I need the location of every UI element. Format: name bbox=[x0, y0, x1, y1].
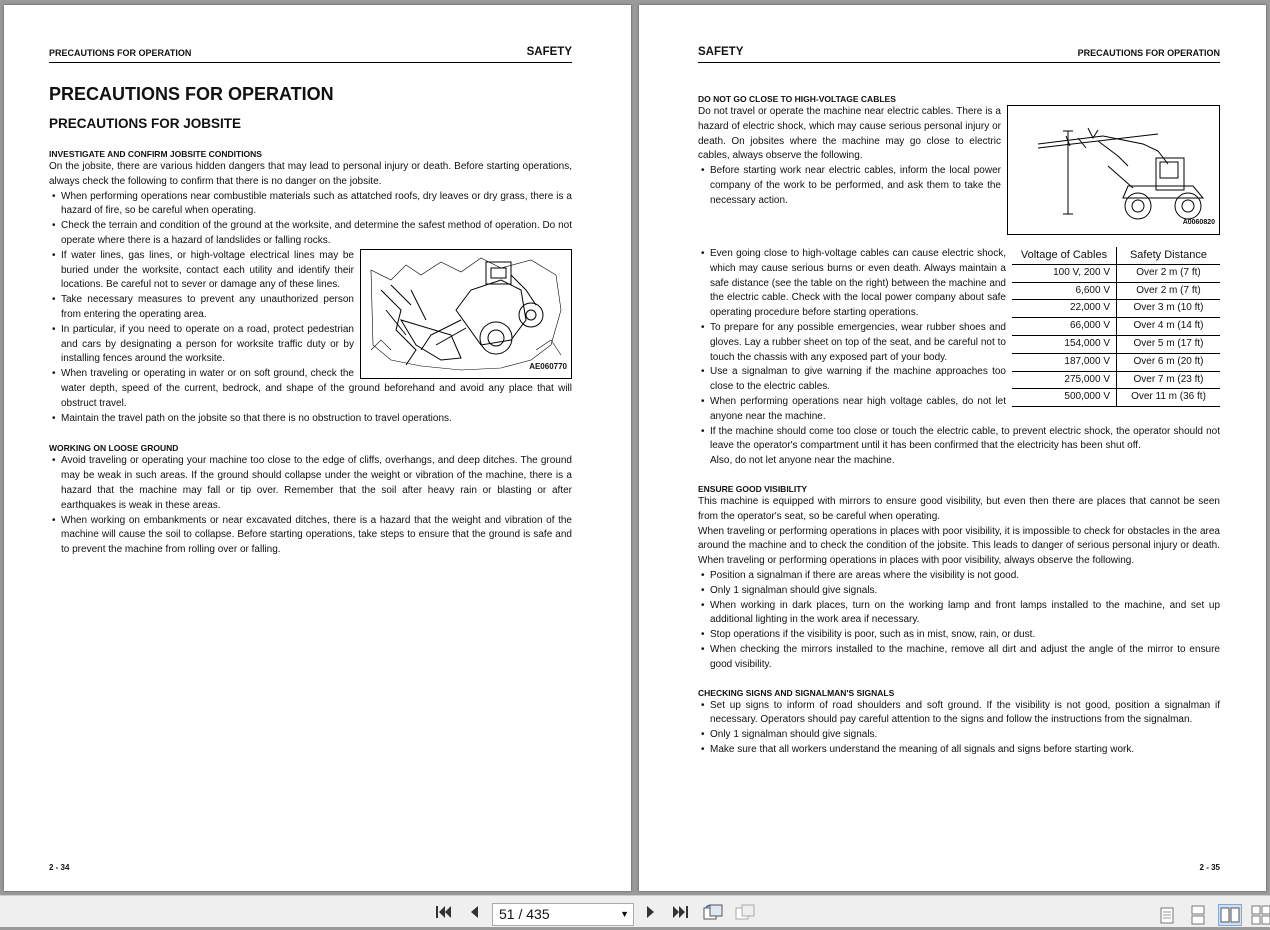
section-heading: ENSURE GOOD VISIBILITY bbox=[698, 483, 808, 494]
continuous-view-icon[interactable] bbox=[1186, 904, 1210, 926]
list-item: • Stop operations if the visibility is poor, such as in mist, snow, rain, or dust. bbox=[698, 628, 1220, 643]
bullet-list bbox=[698, 699, 1220, 758]
spacer bbox=[49, 426, 572, 442]
list-item: • When performing operations near combustible materials such as attatched roofs, dry leaves or dry grass, there is a hazard of fire, so be careful when operating. bbox=[49, 190, 572, 220]
section-heading: CHECKING SIGNS AND SIGNALMAN'S SIGNALS bbox=[698, 687, 895, 698]
list-item: • Only 1 signalman should give signals. bbox=[698, 728, 1220, 743]
rotate-page-icon[interactable] bbox=[702, 903, 724, 921]
section-paragraph: This machine is equipped with mirrors to ensure good visibility, but even then there are places that cannot be seen from the operator's seat, so be careful when operating. bbox=[698, 495, 1220, 522]
list-item: • When working on embankments or near excavated ditches, there is a hazard that the weight and vibration of the machine will cause the soil to collapse. Before starting operations, take steps to ensure that the ground is safe and to prevent the machine from rolling over or falling. bbox=[49, 514, 572, 558]
page-number: 2 - 35 bbox=[1199, 863, 1220, 872]
header-section-title: PRECAUTIONS FOR OPERATION bbox=[1077, 48, 1220, 58]
page-number-selector[interactable] bbox=[492, 903, 634, 926]
list-item: • Use a signalman to give warning if the machine approaches too close to the electric cables. bbox=[698, 365, 1220, 395]
table-header-cell: Safety Distance bbox=[1117, 247, 1221, 264]
table-cell: 500,000 V bbox=[1012, 389, 1117, 407]
spacer bbox=[698, 235, 1220, 247]
single-page-view-icon[interactable] bbox=[1155, 904, 1179, 926]
list-item: • Even going close to high-voltage cables can cause electric shock, which may cause serious burns or even death. Always maintain a safe distance (see the table on the right) between the machine and the electric cable. Check with the local power company about safe operating procedure before starting operations. bbox=[698, 247, 1220, 321]
header-section-title: PRECAUTIONS FOR OPERATION bbox=[49, 48, 192, 58]
table-cell: 187,000 V bbox=[1012, 353, 1117, 371]
page-title: PRECAUTIONS FOR OPERATION bbox=[49, 84, 334, 104]
page-number: 2 - 34 bbox=[49, 863, 70, 872]
page-header bbox=[49, 40, 572, 63]
list-item: • When performing operations near high voltage cables, do not let anyone near the machine. bbox=[698, 395, 1220, 425]
right-page bbox=[639, 5, 1266, 891]
viewer-toolbar bbox=[0, 895, 1270, 927]
section-intro: On the jobsite, there are various hidden dangers that may lead to personal injury or death. Before starting operations, always check the following to confirm that there is no danger on the jobsite. bbox=[49, 161, 572, 187]
table-cell: 22,000 V bbox=[1012, 300, 1117, 318]
bullet-list bbox=[698, 247, 1220, 454]
figure-label: A0060820 bbox=[1182, 219, 1215, 227]
fit-page-icon[interactable] bbox=[734, 903, 756, 921]
list-item: • Maintain the travel path on the jobsite so that there is no obstruction to travel operations. bbox=[49, 412, 572, 427]
table-cell: Over 2 m (7 ft) bbox=[1117, 264, 1221, 282]
section-paragraph: When traveling or performing operations in places with poor visibility, it is impossible to check for obstacles in the area around the machine and to check the condition of the jobsite. This leads to danger of serious personal injury or death. When traveling or performing operations in places with poor visibility, always observe the following. bbox=[698, 525, 1220, 567]
page-subtitle: PRECAUTIONS FOR JOBSITE bbox=[49, 116, 242, 131]
first-page-icon[interactable] bbox=[432, 903, 454, 921]
left-page bbox=[4, 5, 631, 891]
section-intro: Do not travel or operate the machine near electric cables. There is a hazard of electric shock, which may cause serious personal injury or death. On jobsites where the machine may go close to electric cables, always observe the following. bbox=[698, 106, 1001, 162]
list-item: • Only 1 signalman should give signals. bbox=[698, 584, 1220, 599]
list-item: • Check the terrain and condition of the ground at the worksite, and determine the safest method of operation. Do not operate where there is a hazard of landslides or falling rocks. bbox=[49, 219, 572, 249]
table-cell: 66,000 V bbox=[1012, 318, 1117, 336]
last-page-icon[interactable] bbox=[670, 903, 692, 921]
bullet-list bbox=[49, 190, 572, 249]
list-item: • To prepare for any possible emergencies, wear rubber shoes and gloves. Lay a rubber sheet on top of the seat, and be careful not to touch the chassis with any exposed part of your body. bbox=[698, 321, 1220, 365]
spacer bbox=[698, 673, 1220, 687]
list-item: • Set up signs to inform of road shoulders and soft ground. If the visibility is not good, position a signalman if necessary. Operators should pay careful attention to the signs and follow the instructions from the signalman. bbox=[698, 699, 1220, 729]
list-item: • When working in dark places, turn on the working lamp and front lamps installed to the machine, and set up additional lighting in the work area if necessary. bbox=[698, 599, 1220, 629]
page-indicator: 51 / 435 bbox=[499, 906, 550, 922]
list-item: • If the machine should come too close or touch the electric cable, to prevent electric shock, the operator should not leave the operator's compartment until it has been confirmed that the electricity has been shut off. bbox=[698, 425, 1220, 455]
page-header bbox=[698, 40, 1220, 63]
list-item: • In particular, if you need to operate on a road, protect pedestrian and cars by designating a person for worksite traffic duty or by installing fences around the worksite. bbox=[49, 323, 572, 367]
section-heading: DO NOT GO CLOSE TO HIGH-VOLTAGE CABLES bbox=[698, 94, 896, 104]
list-item: • Make sure that all workers understand the meaning of all signals and signs before starting work. bbox=[698, 743, 1220, 758]
chevron-down-icon[interactable]: ▼ bbox=[620, 909, 629, 919]
list-item: • Position a signalman if there are areas where the visibility is not good. bbox=[698, 569, 1220, 584]
table-cell: Over 2 m (7 ft) bbox=[1117, 282, 1221, 300]
bullet-list bbox=[49, 454, 572, 558]
list-item: • Take necessary measures to prevent any unauthorized person from entering the operating area. bbox=[49, 293, 572, 323]
page-body bbox=[49, 83, 572, 558]
header-chapter-title: SAFETY bbox=[698, 46, 744, 58]
table-cell: Over 7 m (23 ft) bbox=[1117, 371, 1221, 389]
spacer bbox=[698, 469, 1220, 483]
two-page-continuous-view-icon[interactable] bbox=[1249, 904, 1270, 926]
list-item: • Avoid traveling or operating your machine too close to the edge of cliffs, overhangs, and deep ditches. The ground may be weak in such areas. If the ground should collapse under the weight or vibration of the machine, there is a hazard that the machine may fall or tip over. Remember that the soil after heavy rain or blasting or after earthquakes is weak in these areas. bbox=[49, 454, 572, 513]
table-cell: 6,600 V bbox=[1012, 282, 1117, 300]
section-heading: INVESTIGATE AND CONFIRM JOBSITE CONDITIONS bbox=[49, 149, 262, 159]
header-chapter-title: SAFETY bbox=[526, 46, 572, 58]
table-header-cell: Voltage of Cables bbox=[1012, 247, 1117, 264]
previous-page-icon[interactable] bbox=[463, 903, 485, 921]
list-item: • Before starting work near electric cables, inform the local power company of the work to be performed, and ask them to take the necessary action. bbox=[698, 164, 1220, 208]
section-heading: WORKING ON LOOSE GROUND bbox=[49, 443, 179, 454]
list-item: • When checking the mirrors installed to the machine, remove all dirt and adjust the angle of the mirror to ensure good visibility. bbox=[698, 643, 1220, 673]
table-cell: Over 4 m (14 ft) bbox=[1117, 318, 1221, 336]
bullet-list bbox=[698, 569, 1220, 673]
table-cell: 275,000 V bbox=[1012, 371, 1117, 389]
table-cell: Over 6 m (20 ft) bbox=[1117, 353, 1221, 371]
list-item: • When traveling or operating in water or on soft ground, check the water depth, speed of the current, bedrock, and shape of the ground beforehand and avoid any place that will obstruct travel. bbox=[49, 367, 572, 411]
two-page-view-icon[interactable] bbox=[1218, 904, 1242, 926]
table-cell: 154,000 V bbox=[1012, 335, 1117, 353]
table-cell: Over 5 m (17 ft) bbox=[1117, 335, 1221, 353]
table-cell: Over 11 m (36 ft) bbox=[1117, 389, 1221, 407]
section-note: Also, do not let anyone near the machine. bbox=[710, 455, 895, 467]
next-page-icon[interactable] bbox=[640, 903, 662, 921]
page-body bbox=[698, 93, 1220, 758]
figure-label: AE060770 bbox=[529, 361, 567, 371]
bullet-list bbox=[49, 249, 572, 427]
table-cell: 100 V, 200 V bbox=[1012, 264, 1117, 282]
list-item: • If water lines, gas lines, or high-voltage electrical lines may be buried under the worksite, contact each utility and identify their locations. Be careful not to sever or damage any of these lines. bbox=[49, 249, 572, 293]
bullet-list bbox=[698, 164, 1220, 208]
table-cell: Over 3 m (10 ft) bbox=[1117, 300, 1221, 318]
